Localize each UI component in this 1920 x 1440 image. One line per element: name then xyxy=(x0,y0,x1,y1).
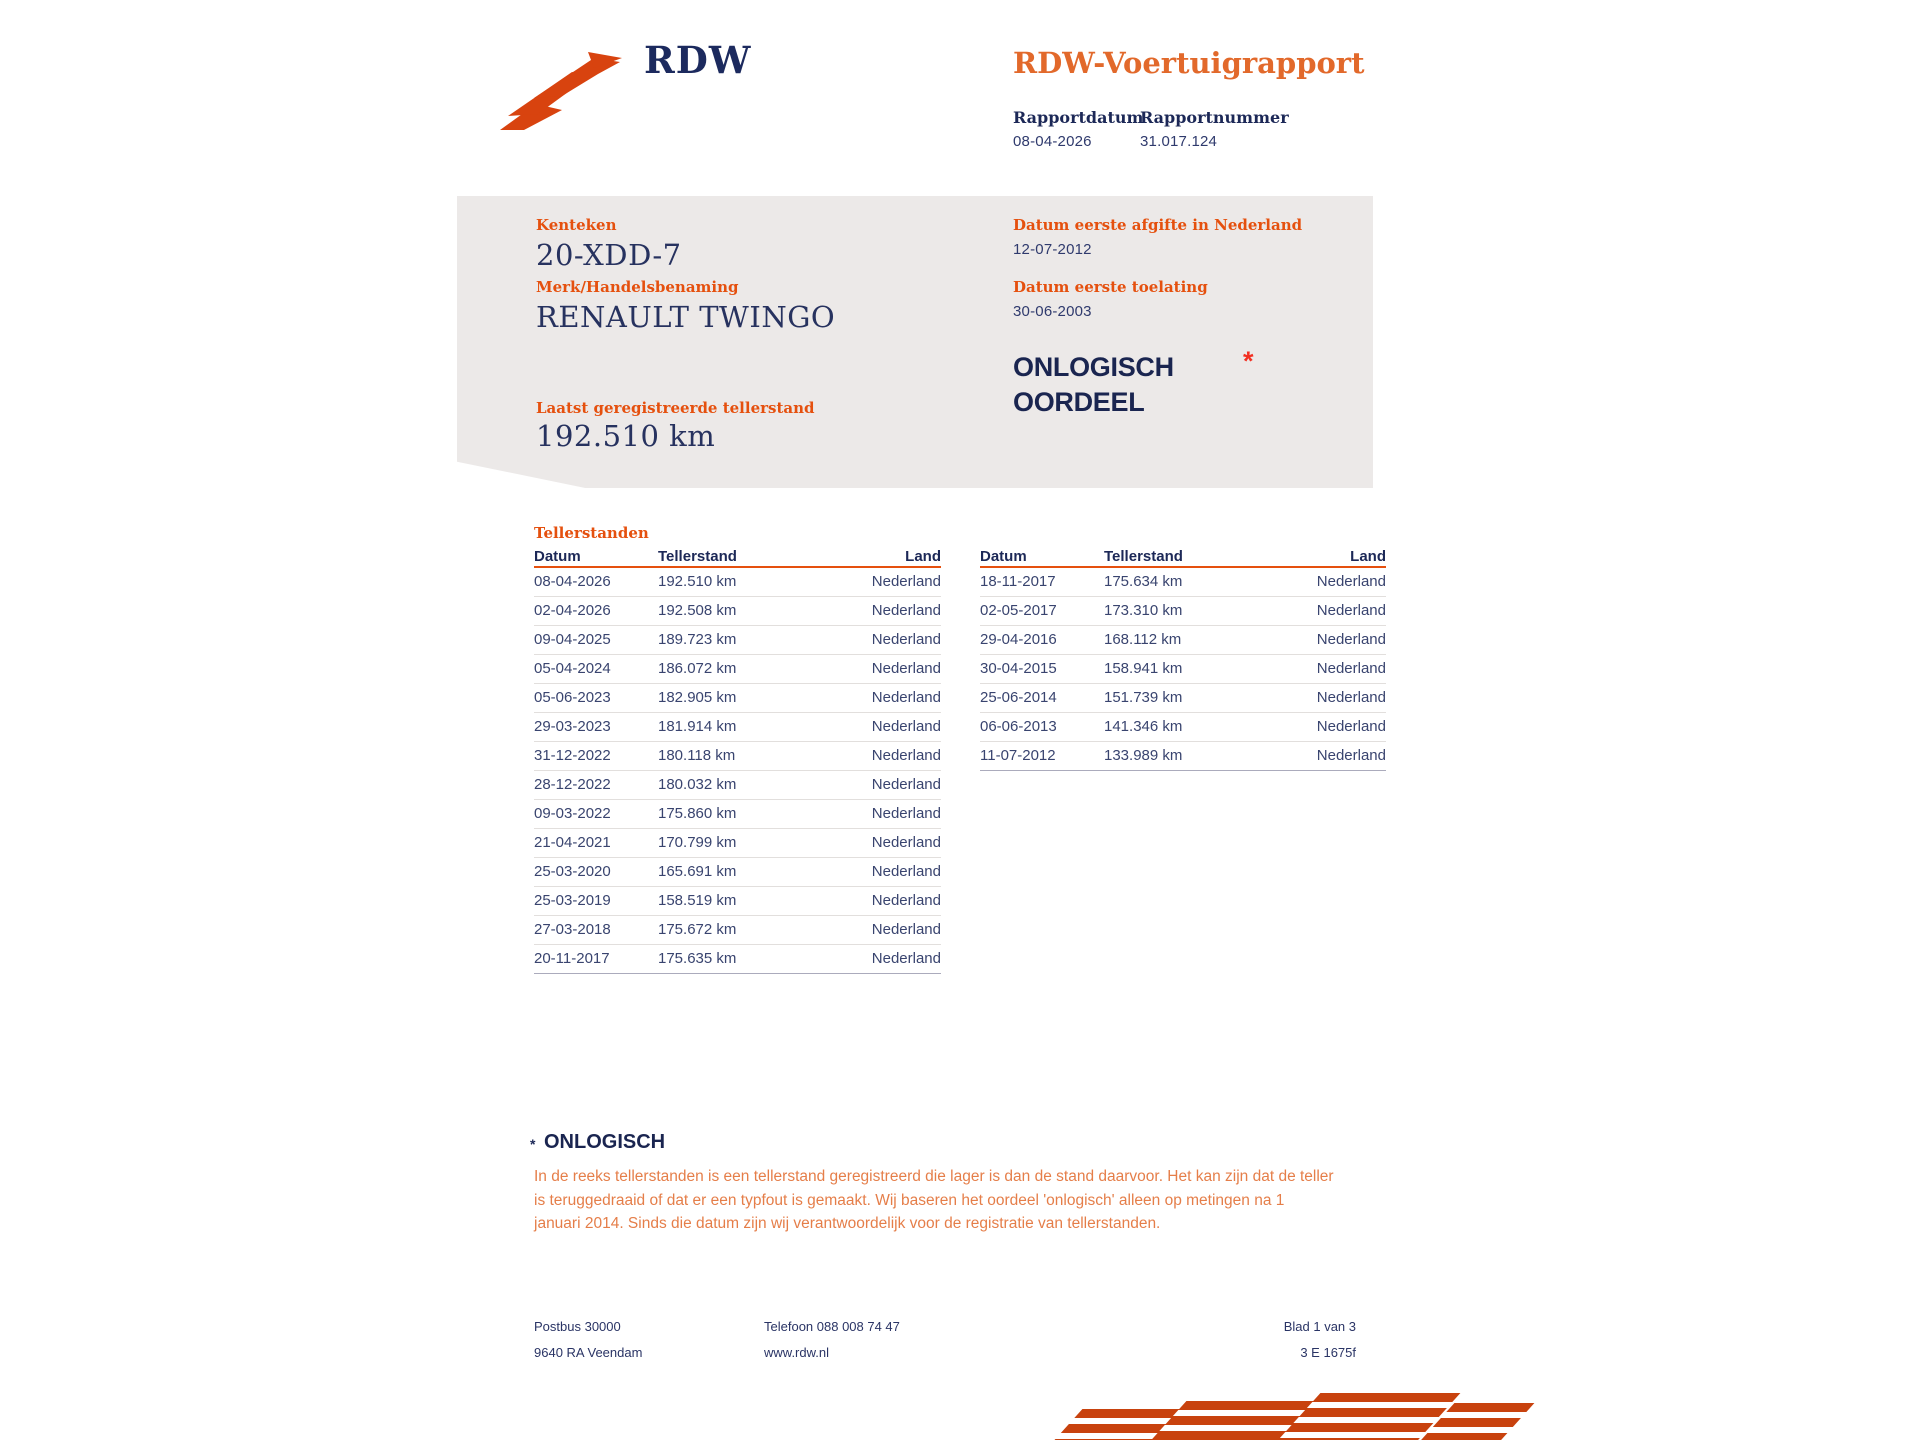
table-row xyxy=(534,568,941,597)
col-header-land: Land xyxy=(1350,548,1386,565)
cell-datum: 31-12-2022 xyxy=(534,747,611,764)
cell-tellerstand: 158.941 km xyxy=(1104,660,1183,677)
cell-land: Nederland xyxy=(871,950,941,967)
cell-datum: 29-03-2023 xyxy=(534,718,611,735)
kenteken-label: Kenteken xyxy=(536,216,617,234)
cell-datum: 30-04-2015 xyxy=(980,660,1057,677)
cell-datum: 09-03-2022 xyxy=(534,805,611,822)
report-title: RDW-Voertuigrapport xyxy=(1013,46,1365,80)
cell-tellerstand: 151.739 km xyxy=(1104,689,1183,706)
cell-datum: 25-03-2020 xyxy=(534,863,611,880)
table-row xyxy=(534,655,941,684)
cell-land: Nederland xyxy=(871,660,941,677)
oordeel-status xyxy=(1013,350,1174,420)
cell-land: Nederland xyxy=(871,718,941,735)
note-asterisk: * xyxy=(530,1136,536,1152)
cell-land: Nederland xyxy=(871,689,941,706)
cell-land: Nederland xyxy=(871,863,941,880)
cell-tellerstand: 189.723 km xyxy=(658,631,737,648)
tellerstanden-table-right xyxy=(980,548,1386,771)
note-heading: ONLOGISCH xyxy=(544,1131,666,1153)
afgifte-label: Datum eerste afgifte in Nederland xyxy=(1013,216,1303,234)
cell-tellerstand: 180.032 km xyxy=(658,776,737,793)
cell-land: Nederland xyxy=(1316,631,1386,648)
col-header-datum: Datum xyxy=(980,548,1027,565)
cell-tellerstand: 181.914 km xyxy=(658,718,737,735)
cell-tellerstand: 186.072 km xyxy=(658,660,737,677)
report-number-value: 31.017.124 xyxy=(1140,133,1218,150)
cell-land: Nederland xyxy=(1316,689,1386,706)
cell-datum: 05-04-2024 xyxy=(534,660,611,677)
rdw-feather-icon xyxy=(500,50,624,130)
table-row xyxy=(534,742,941,771)
cell-tellerstand: 133.989 km xyxy=(1104,747,1183,764)
table-header xyxy=(980,548,1386,568)
table-header xyxy=(534,548,941,568)
table-row xyxy=(534,626,941,655)
cell-tellerstand: 182.905 km xyxy=(658,689,737,706)
cell-datum: 27-03-2018 xyxy=(534,921,611,938)
footer-website: www.rdw.nl xyxy=(764,1345,830,1360)
table-row xyxy=(534,887,941,916)
cell-datum: 25-06-2014 xyxy=(980,689,1057,706)
cell-tellerstand: 180.118 km xyxy=(658,747,736,764)
cell-land: Nederland xyxy=(871,573,941,590)
afgifte-value: 12-07-2012 xyxy=(1013,241,1092,258)
table-row xyxy=(534,684,941,713)
kenteken-value: 20-XDD-7 xyxy=(536,238,682,272)
footer-page-number: Blad 1 van 3 xyxy=(1283,1319,1356,1334)
cell-tellerstand: 175.635 km xyxy=(658,950,737,967)
cell-tellerstand: 192.510 km xyxy=(658,573,737,590)
cell-land: Nederland xyxy=(871,921,941,938)
col-header-land: Land xyxy=(905,548,941,565)
cell-land: Nederland xyxy=(871,776,941,793)
cell-tellerstand: 175.860 km xyxy=(658,805,737,822)
cell-land: Nederland xyxy=(1316,573,1386,590)
cell-datum: 21-04-2021 xyxy=(534,834,611,851)
col-header-tellerstand: Tellerstand xyxy=(658,548,737,565)
table-row xyxy=(534,597,941,626)
table-row xyxy=(980,742,1386,771)
merk-value: RENAULT TWINGO xyxy=(536,300,836,334)
table-row xyxy=(980,597,1386,626)
cell-datum: 29-04-2016 xyxy=(980,631,1057,648)
note-body: In de reeks tellerstanden is een tellerstand geregistreerd die lager is dan de stand daarvoor. Het kan zijn dat de teller is teruggedraaid of dat er een typfout is gemaakt. Wij baseren het oordeel 'onlogisch' alleen op metingen na 1 januari 2014. Sinds die datum zijn wij verantwoordelijk voor de registratie van tellerstanden. xyxy=(534,1168,1334,1232)
cell-tellerstand: 141.346 km xyxy=(1104,718,1183,735)
cell-land: Nederland xyxy=(871,892,941,909)
cell-land: Nederland xyxy=(1316,747,1386,764)
col-header-datum: Datum xyxy=(534,548,581,565)
table-row xyxy=(534,771,941,800)
report-date-value: 08-04-2026 xyxy=(1013,133,1092,150)
toelating-label: Datum eerste toelating xyxy=(1013,278,1208,296)
cell-datum: 08-04-2026 xyxy=(534,573,611,590)
cell-land: Nederland xyxy=(1316,602,1386,619)
cell-tellerstand: 170.799 km xyxy=(658,834,737,851)
cell-land: Nederland xyxy=(1316,718,1386,735)
table-row xyxy=(534,829,941,858)
cell-datum: 25-03-2019 xyxy=(534,892,611,909)
cell-land: Nederland xyxy=(871,602,941,619)
cell-datum: 11-07-2012 xyxy=(980,747,1056,764)
cell-land: Nederland xyxy=(1316,660,1386,677)
cell-datum: 02-05-2017 xyxy=(980,602,1057,619)
footer-phone: Telefoon 088 008 74 47 xyxy=(764,1319,900,1334)
cell-tellerstand: 165.691 km xyxy=(658,863,737,880)
cell-tellerstand: 175.634 km xyxy=(1104,573,1183,590)
cell-tellerstand: 175.672 km xyxy=(658,921,737,938)
cell-datum: 09-04-2025 xyxy=(534,631,611,648)
footer-address-line2: 9640 RA Veendam xyxy=(534,1345,643,1360)
cell-datum: 18-11-2017 xyxy=(980,573,1056,590)
cell-land: Nederland xyxy=(871,631,941,648)
cell-datum: 28-12-2022 xyxy=(534,776,611,793)
table-row xyxy=(980,626,1386,655)
cell-datum: 06-06-2013 xyxy=(980,718,1057,735)
cell-land: Nederland xyxy=(871,805,941,822)
cell-tellerstand: 173.310 km xyxy=(1104,602,1183,619)
col-header-tellerstand: Tellerstand xyxy=(1104,548,1183,565)
table-row xyxy=(534,858,941,887)
table-row xyxy=(534,713,941,742)
rdw-speed-stripes-graphic xyxy=(1050,1393,1490,1440)
rdw-logo-text: RDW xyxy=(644,38,752,82)
cell-tellerstand: 158.519 km xyxy=(658,892,737,909)
footer-address-line1: Postbus 30000 xyxy=(534,1319,621,1334)
table-row xyxy=(980,684,1386,713)
oordeel-asterisk: * xyxy=(1243,346,1254,376)
cell-datum: 20-11-2017 xyxy=(534,950,610,967)
cell-datum: 02-04-2026 xyxy=(534,602,611,619)
footer-doc-code: 3 E 1675f xyxy=(1300,1345,1356,1360)
table-row xyxy=(980,713,1386,742)
report-date-label: Rapportdatum xyxy=(1013,108,1144,127)
merk-label: Merk/Handelsbenaming xyxy=(536,278,739,296)
oordeel-line2: OORDEEL xyxy=(1013,387,1145,417)
table-row xyxy=(980,568,1386,597)
laatst-tellerstand-value: 192.510 km xyxy=(536,419,716,453)
cell-land: Nederland xyxy=(871,747,941,764)
oordeel-line1: ONLOGISCH xyxy=(1013,352,1174,382)
toelating-value: 30-06-2003 xyxy=(1013,303,1092,320)
cell-datum: 05-06-2023 xyxy=(534,689,611,706)
tellerstanden-table-left xyxy=(534,548,941,974)
cell-tellerstand: 168.112 km xyxy=(1104,631,1182,648)
table-row xyxy=(534,800,941,829)
laatst-tellerstand-label: Laatst geregistreerde tellerstand xyxy=(536,399,815,417)
table-row xyxy=(980,655,1386,684)
table-row xyxy=(534,945,941,974)
cell-land: Nederland xyxy=(871,834,941,851)
cell-tellerstand: 192.508 km xyxy=(658,602,737,619)
tellerstanden-section-label: Tellerstanden xyxy=(534,524,649,542)
table-row xyxy=(534,916,941,945)
report-number-label: Rapportnummer xyxy=(1140,108,1289,127)
